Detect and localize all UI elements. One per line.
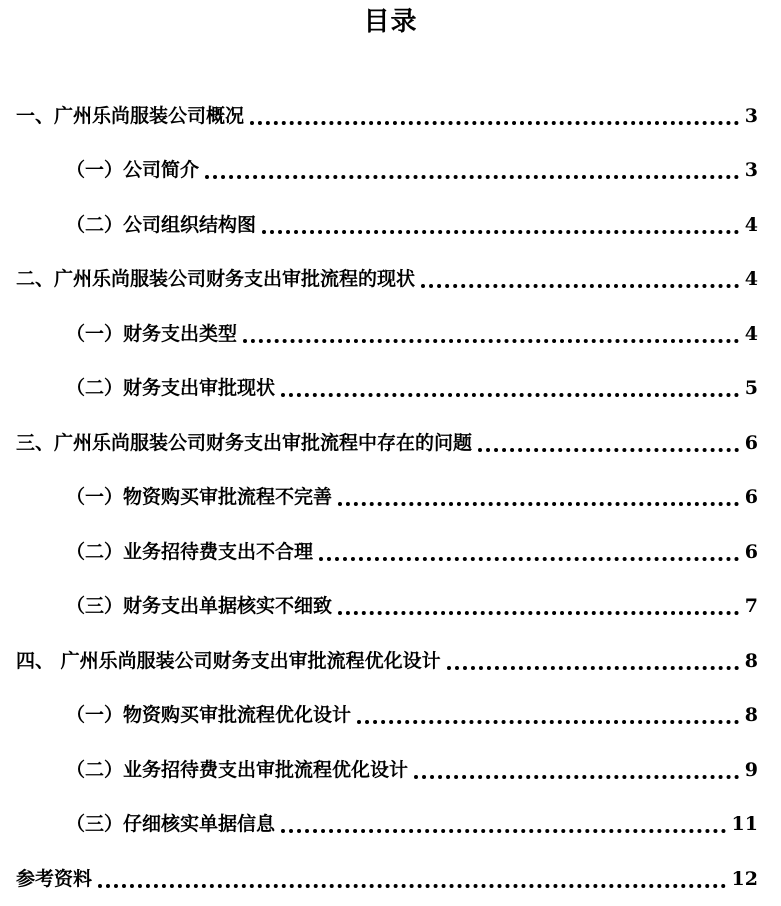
dot-leader — [319, 557, 739, 561]
toc-entry[interactable] — [16, 241, 758, 296]
toc-entry[interactable] — [16, 677, 758, 732]
toc-entry[interactable] — [16, 513, 758, 568]
dot-leader — [250, 121, 739, 125]
dot-leader — [357, 720, 739, 724]
toc-entry-page: 7 — [744, 595, 758, 617]
toc-entry-label: 四、 广州乐尚服装公司财务支出审批流程优化设计 — [16, 649, 441, 672]
toc-entry[interactable] — [16, 404, 758, 459]
toc-entry-label: （一）物资购买审批流程优化设计 — [66, 704, 352, 726]
toc-entry[interactable] — [16, 459, 758, 514]
dot-leader — [447, 666, 739, 670]
toc-entry-page: 4 — [744, 268, 758, 290]
dot-leader — [262, 230, 739, 234]
toc-entry-page: 4 — [744, 322, 758, 345]
toc-entry-page: 6 — [744, 431, 758, 454]
toc-entry-label: （一）财务支出类型 — [66, 322, 238, 345]
dot-leader — [243, 339, 739, 343]
toc-entry[interactable] — [16, 568, 758, 623]
toc-entry-label: （一）公司简介 — [66, 159, 200, 181]
toc-entry[interactable] — [16, 622, 758, 677]
toc-entry[interactable] — [16, 132, 758, 187]
toc-entry-label: （二）财务支出审批现状 — [66, 377, 276, 399]
toc-entry-label: （二）业务招待费支出不合理 — [66, 540, 314, 563]
toc-entry-label: 三、广州乐尚服装公司财务支出审批流程中存在的问题 — [16, 431, 473, 454]
toc-entry[interactable] — [16, 731, 758, 786]
dot-leader — [338, 611, 739, 615]
dot-leader — [414, 775, 739, 779]
toc-entry[interactable] — [16, 77, 758, 132]
toc-entry[interactable] — [16, 840, 758, 895]
toc-entry-label: （一）物资购买审批流程不完善 — [66, 486, 333, 508]
toc-entry-page: 12 — [731, 867, 758, 890]
toc-entry[interactable] — [16, 186, 758, 241]
toc-entry-label: （二）业务招待费支出审批流程优化设计 — [66, 758, 409, 781]
toc-entry-page: 4 — [744, 213, 758, 236]
toc-entry-page: 6 — [744, 540, 758, 563]
toc-entry-page: 8 — [744, 704, 758, 726]
toc-entry-page: 5 — [744, 377, 758, 399]
dot-leader — [421, 284, 739, 288]
toc-entry-label: （二）公司组织结构图 — [66, 213, 257, 236]
toc-title: 目录 — [363, 7, 418, 37]
toc-entry[interactable] — [16, 350, 758, 405]
toc-entry-page: 8 — [744, 649, 758, 672]
toc-entry-page: 9 — [744, 758, 758, 781]
dot-leader — [338, 502, 739, 506]
toc-list — [16, 77, 758, 895]
toc-entry-page: 3 — [744, 159, 758, 181]
dot-leader — [281, 829, 726, 833]
dot-leader — [281, 393, 739, 397]
dot-leader — [98, 884, 726, 888]
toc-entry[interactable] — [16, 295, 758, 350]
toc-entry[interactable] — [16, 786, 758, 841]
toc-entry-label: 一、广州乐尚服装公司概况 — [16, 104, 245, 127]
toc-entry-page: 11 — [731, 813, 758, 835]
toc-entry-page: 3 — [744, 104, 758, 127]
dot-leader — [205, 175, 739, 179]
toc-entry-label: （三）仔细核实单据信息 — [66, 813, 276, 835]
toc-entry-page: 6 — [744, 486, 758, 508]
toc-entry-label: 二、广州乐尚服装公司财务支出审批流程的现状 — [16, 268, 416, 290]
toc-entry-label: 参考资料 — [16, 867, 93, 890]
toc-entry-label: （三）财务支出单据核实不细致 — [66, 595, 333, 617]
dot-leader — [478, 448, 739, 452]
